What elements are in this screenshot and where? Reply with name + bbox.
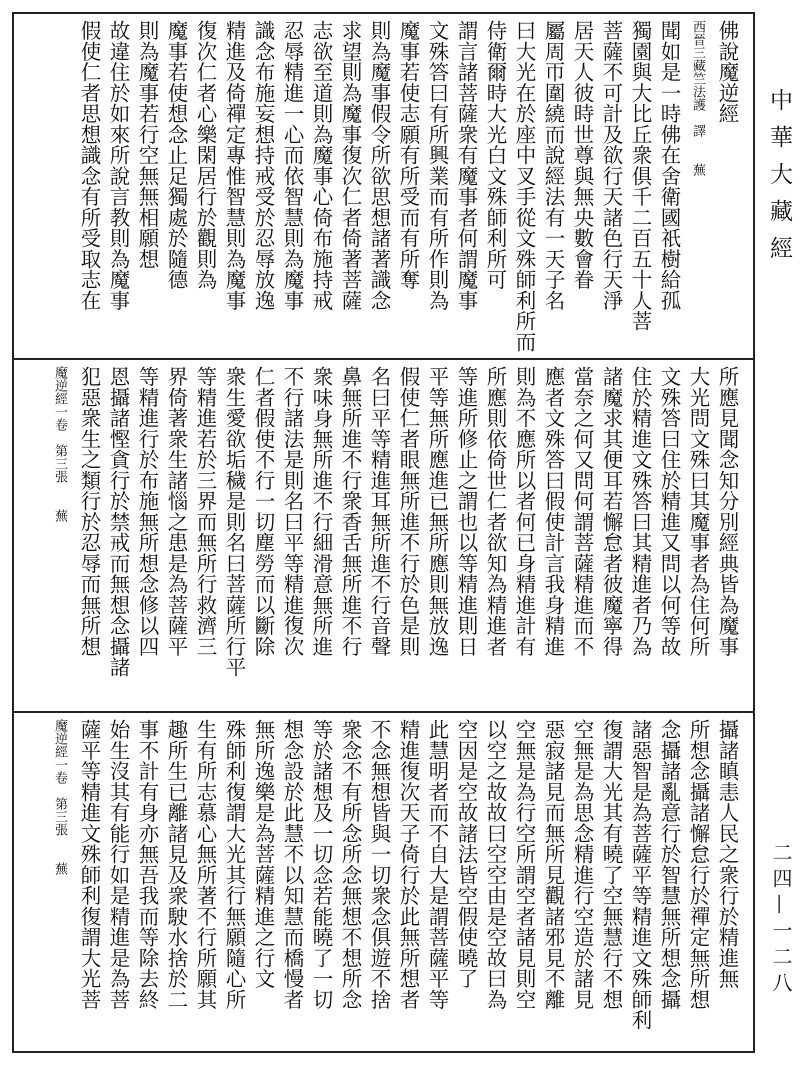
text-column: 當奈之何又問何謂菩薩精進而不 — [570, 366, 594, 657]
text-column: 等於諸想及一切念若能曉了一切 — [309, 719, 333, 1010]
text-column: 此慧明者而不自大是謂菩薩平等 — [425, 719, 449, 1010]
text-column: 聞如是一時佛在舍衛國祇樹給孤 — [657, 20, 681, 311]
text-column: 念攝諸亂意行於智慧無所想念攝 — [657, 719, 681, 1010]
text-column: 大光問文殊曰其魔事者為住何所 — [686, 366, 710, 657]
text-column: 殊師利復謂大光其行無願隨心所 — [222, 719, 246, 1010]
text-column: 諸惡智是為菩薩平等精進文殊師利 — [628, 719, 652, 1031]
text-column: 平等無所應進已無所應則無放逸 — [425, 366, 449, 657]
text-column: 文殊答曰住於精進又問以何等故 — [657, 366, 681, 657]
text-column: 所應見聞念知分別經典皆為魔事 — [715, 366, 739, 657]
sutra-panel-top — [14, 14, 753, 360]
text-column: 則為魔事假令所欲思想諸著識念 — [367, 20, 391, 311]
text-column: 侍衛爾時大光白文殊師利所可 — [483, 20, 507, 290]
text-column: 假使仁者眼無所進不行於色是則 — [396, 366, 420, 657]
text-column: 則為魔事若行空無無相願想 — [135, 20, 159, 269]
text-column: 復次仁者心樂閑居行於觀則為 — [193, 20, 217, 290]
text-column: 曰大光在於座中叉手從文殊師利所而 — [512, 20, 536, 352]
text-column: 以空之故故曰空空由是空故曰為 — [483, 719, 507, 1010]
text-column: 不行諸法是則名曰平等精進復次 — [280, 366, 304, 657]
text-column: 獨園與大比丘衆俱千二百五十人菩 — [628, 20, 652, 332]
text-column: 文殊答曰有所興業而有所作則為 — [425, 20, 449, 311]
text-columns-middle — [32, 366, 741, 705]
text-column: 想念設於此慧不以知慧而橋慢者 — [280, 719, 304, 1010]
text-column: 空無是為思念精進行空造於諸見 — [570, 719, 594, 1010]
text-column: 趣所生已離諸見及衆駛水捨於二 — [164, 719, 188, 1010]
folio-marker: 魔逆經一卷 第三張 蕪 — [52, 719, 67, 875]
text-column: 等進所修止之謂也以等精進則日 — [454, 366, 478, 657]
text-column: 諸魔求其便耳若懈怠者彼魔寧得 — [599, 366, 623, 657]
text-column: 忍辱精進一心而依智慧則為魔事 — [280, 20, 304, 311]
text-column: 精進及倚禪定專惟智慧則為魔事 — [222, 20, 246, 311]
text-column: 恩攝諸慳貪行於禁戒而無想念攝諸 — [106, 366, 130, 678]
text-column: 攝諸瞋恚人民之衆行於精進無 — [715, 719, 739, 989]
text-column: 魔事若使志願有所受而有所奪 — [396, 20, 420, 290]
collection-title: 中華大藏經 — [766, 88, 792, 273]
folio-marker: 魔逆經一卷 第三張 蕪 — [52, 366, 67, 522]
text-column: 謂言諸菩薩衆有魔事者何謂魔事 — [454, 20, 478, 311]
text-column: 屬周帀圍繞而說經法有一天子名 — [541, 20, 565, 311]
text-column: 始生沒其有能行如是精進是為菩 — [106, 719, 130, 1010]
text-column: 精進復次天子倚行於此無所想者 — [396, 719, 420, 1010]
text-column: 識念布施妄想持戒受於忍辱放逸 — [251, 20, 275, 311]
sutra-title: 佛說魔逆經 — [715, 20, 739, 124]
text-column: 無所逸樂是為菩薩精進之行文 — [251, 719, 275, 989]
sutra-panel-bottom — [14, 713, 753, 1051]
text-column: 魔事若使想念止足獨處於隨德 — [164, 20, 188, 290]
text-column: 故違住於如來所說言教則為魔事 — [106, 20, 130, 311]
text-column: 住於精進文殊答曰其精進者乃為 — [628, 366, 652, 657]
text-column: 名曰平等精進耳無所進不行音聲 — [367, 366, 391, 657]
text-column: 仁者假使不行一切塵勞而以斷除 — [251, 366, 275, 657]
text-column: 不念無想皆與一切衆念俱遊不捨 — [367, 719, 391, 1010]
text-column: 等精進行於布施無所想念修以四 — [135, 366, 159, 657]
text-column: 空因是空故諸法皆空假使曉了 — [454, 719, 478, 989]
text-column: 所想念攝諸懈怠行於禪定無所想 — [686, 719, 710, 1010]
text-columns-bottom — [32, 719, 741, 1045]
text-column: 衆念不有所念所念無想不想所念 — [338, 719, 362, 1010]
text-column: 薩平等精進文殊師利復謂大光菩 — [77, 719, 101, 1010]
text-column: 衆生愛欲垢穢是則名曰菩薩所行平 — [222, 366, 246, 678]
text-column: 菩薩不可計及欲行天諸色行天淨 — [599, 20, 623, 311]
page-number: 二四—一二八 — [769, 842, 793, 998]
text-column: 假使仁者思想識念有所受取志在 — [77, 20, 101, 311]
text-column: 求望則為魔事復次仁者倚著菩薩 — [338, 20, 362, 311]
text-column: 惡寂諸見而無所見觀諸邪見不離 — [541, 719, 565, 1010]
translator-line: 西晉三藏竺法護 譯 蕪 — [690, 20, 705, 176]
text-column: 生有所志慕心無所著不行所願其 — [193, 719, 217, 1010]
text-column: 犯惡衆生之類行於忍辱而無所想 — [77, 366, 101, 657]
text-column: 界倚著衆生諸惱之患是為菩薩平 — [164, 366, 188, 657]
text-column: 等精進若於三界而無所行救濟三 — [193, 366, 217, 657]
text-column: 志欲至道則為魔事心倚布施持戒 — [309, 20, 333, 311]
text-column: 復謂大光其有曉了空無慧行不想 — [599, 719, 623, 1010]
text-column: 居天人彼時世尊與無央數會眷 — [570, 20, 594, 290]
text-column: 衆味身無所進不行細滑意無所進 — [309, 366, 333, 657]
sutra-panel-middle — [14, 360, 753, 713]
text-column: 事不計有身亦無吾我而等除去終 — [135, 719, 159, 1010]
text-columns-top — [32, 20, 741, 352]
text-column: 所應則依倚世仁者欲知為精進者 — [483, 366, 507, 657]
text-column: 應者文殊答曰假使計言我身精進 — [541, 366, 565, 657]
text-column: 空無是為行空所謂空者諸見則空 — [512, 719, 536, 1010]
text-column: 則為不應所以者何已身精進計有 — [512, 366, 536, 657]
text-column: 鼻無所進不行衆香舌無所進不行 — [338, 366, 362, 657]
